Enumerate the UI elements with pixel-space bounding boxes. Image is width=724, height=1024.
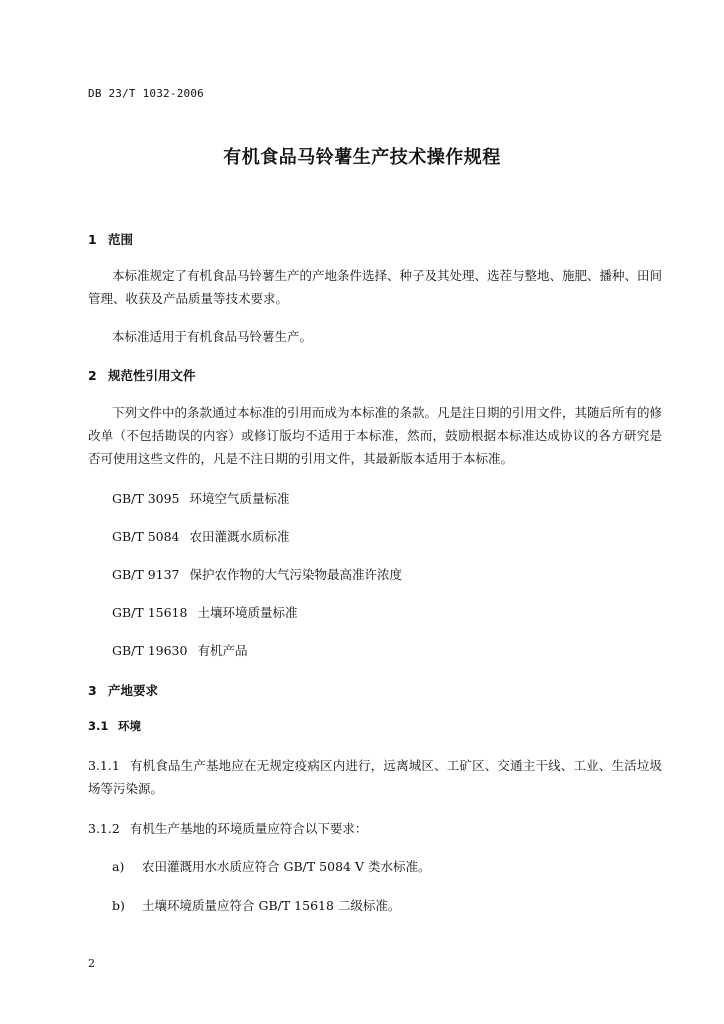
standard-code: DB 23/T 1032-2006: [88, 87, 204, 100]
section-2-heading: [88, 366, 196, 384]
reference-name: 农田灌溉水质标准: [189, 529, 290, 544]
clause-number: 3.1.1: [88, 758, 120, 773]
list-text: 农田灌溉用水水质应符合 GB/T 5084 V 类水标准。: [142, 859, 431, 874]
page-number: 2: [88, 957, 95, 970]
list-item: [112, 896, 400, 914]
section-number: 2: [88, 368, 97, 383]
section-1-paragraph-2: 本标准适用于有机食品马铃薯生产。: [112, 329, 313, 344]
reference-code: GB/T 9137: [112, 567, 180, 582]
reference-name: 土壤环境质量标准: [197, 605, 298, 620]
section-number: 1: [88, 232, 97, 247]
clause-text: 有机生产基地的环境质量应符合以下要求：: [129, 821, 368, 836]
section-title: 范围: [108, 232, 134, 247]
reference-name: 环境空气质量标准: [189, 491, 290, 506]
section-1-heading: [88, 230, 133, 248]
clause-3-1-2: [88, 819, 367, 837]
list-text: 土壤环境质量应符合 GB/T 15618 二级标准。: [142, 898, 401, 913]
section-title: 规范性引用文件: [108, 368, 196, 383]
list-marker: b): [112, 898, 125, 913]
clause-text: 有机食品生产基地应在无规定疫病区内进行，远离城区、工矿区、交通主干线、工业、生活垃圾场等污染源。: [88, 758, 662, 796]
reference-code: GB/T 5084: [112, 529, 180, 544]
reference-item: [112, 565, 402, 583]
reference-item: [112, 489, 290, 507]
list-marker: a): [112, 859, 125, 874]
clause-number: 3.1.2: [88, 821, 120, 836]
reference-item: [112, 527, 290, 545]
section-1-paragraph-1: 本标准规定了有机食品马铃薯生产的产地条件选择、种子及其处理、选茬与整地、施肥、播种、田间管理、收获及产品质量等技术要求。: [88, 268, 663, 306]
list-item: [112, 857, 430, 875]
reference-item: [112, 603, 297, 621]
reference-name: 保护农作物的大气污染物最高准许浓度: [189, 567, 403, 582]
subsection-3-1-heading: [88, 718, 141, 734]
reference-code: GB/T 15618: [112, 605, 188, 620]
reference-item: [112, 641, 247, 659]
subsection-number: 3.1: [88, 719, 109, 733]
section-3-heading: [88, 681, 158, 699]
subsection-title: 环境: [118, 719, 141, 733]
section-title: 产地要求: [108, 683, 159, 698]
document-title: 有机食品马铃薯生产技术操作规程: [223, 147, 501, 168]
clause-3-1-1: [88, 754, 662, 800]
section-number: 3: [88, 683, 97, 698]
section-2-paragraph-1: 下列文件中的条款通过本标准的引用而成为本标准的条款。凡是注日期的引用文件，其随后所有的修改单（不包括勘误的内容）或修订版均不适用于本标准，然而，鼓励根据本标准达成协议的各方研究是否可使用这些文件的，凡是不注日期的引用文件，其最新版本适用于本标准。: [88, 405, 663, 466]
reference-code: GB/T 3095: [112, 491, 180, 506]
reference-name: 有机产品: [197, 643, 248, 658]
reference-code: GB/T 19630: [112, 643, 188, 658]
